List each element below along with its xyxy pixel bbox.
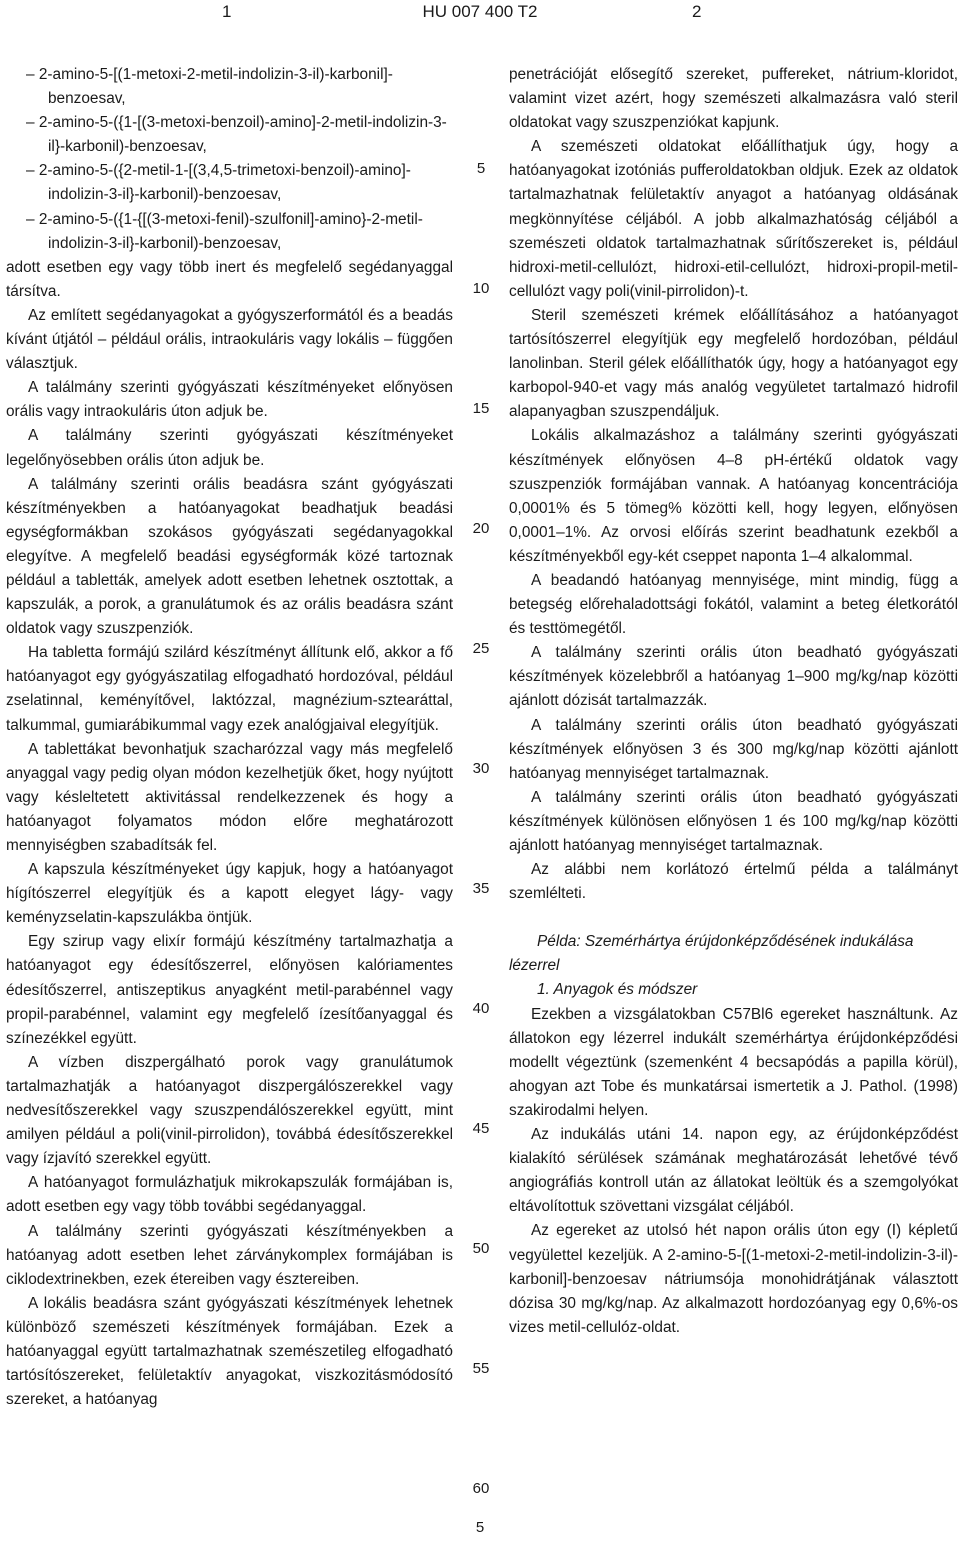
line-number: 50 (472, 1240, 490, 1257)
paragraph: A tablettákat bevonhatjuk szacharózzal vagy más megfelelő anyaggal vagy pedig olyan módon kezelhetjük őket, hogy nyújtott vagy késleltetett aktivitással rendelkezzenek és hogy a hatóanyagot folyamatos módon előre meghatározott mennyiségben szabadítsák fel. (6, 740, 453, 854)
paragraph: A találmány szerinti gyógyászati készítményeket legelőnyösebben orális úton adjuk be. (6, 427, 453, 469)
paragraph: A találmány szerinti orális úton beadható gyógyászati készítmények különösen előnyösen 1 és 100 mg/kg/nap közötti ajánlott hatóanyag mennyiséget tartalmaznak. (509, 788, 958, 854)
right-page-number: 2 (692, 2, 702, 21)
compound-item: – 2-amino-5-({1-[(3-metoxi-benzoil)-amino]-2-metil-indolizin-3-il}-karbonil)-benzoesav, (26, 114, 447, 156)
paragraph: A vízben diszpergálható porok vagy granulátumok tartalmazhatják a hatóanyagot diszpergálószerekkel vagy nedvesítőszerekkel vagy szuszpendálószerekkel együtt, mint amilyen például a poli(vinil-pirrolidon), továbbá édesítőszerekkel vagy ízjavító szerekkel együtt. (6, 1053, 453, 1168)
paragraph: Ezekben a vizsgálatokban C57Bl6 egereket használtunk. Az állatokon egy lézerrel indukált szemérhártya érújdonképződési modellt végeztünk (szemenként 4 becsapódás a papilla körül), ahogyan azt Tobe és munkatársai ismertetik a J. Pathol. (1998) szakirodalmi helyen. (509, 1005, 958, 1119)
paragraph: A beadandó hatóanyag mennyisége, mint mindig, függ a betegség előrehaladottsági fokától, valamint a beteg életkorától és testtömegétől. (509, 571, 958, 638)
line-number: 40 (472, 1000, 490, 1017)
section-heading: 1. Anyagok és módszer (537, 981, 698, 999)
line-number: 15 (472, 400, 490, 417)
line-number: 25 (472, 640, 490, 657)
example-heading: Példa: Szemérhártya érújdonképződésének indukálása lézerrel (509, 933, 914, 975)
line-number: 5 (476, 160, 486, 177)
left-page-number: 1 (222, 2, 232, 21)
paragraph: A lokális beadásra szánt gyógyászati készítmények lehetnek különböző szemészeti készítmények formájában. Ezek a hatóanyaggal együtt tartalmazhatnak szemészetileg elfogadható tartósítószereket, felületaktív anyagokat, viszkozitásmódosító szereket, a hatóanyag (6, 1294, 453, 1409)
paragraph: Az alábbi nem korlátozó értelmű példa a találmányt szemlélteti. (509, 861, 958, 903)
paragraph: Az egereket az utolsó hét napon orális úton egy (I) képletű vegyülettel kezeljük. A 2-amino-5-[(1-metoxi-2-metil-indolizin-3-il)-karbonil]-benzoesav nátriumsója monohidrátjának választott dózisa 30 mg/kg/nap. Az alkalmazott hordozóanyag egy 0,6%-os vizes metil-cellulóz-oldat. (509, 1222, 958, 1336)
paragraph: A szemészeti oldatokat előállíthatjuk úgy, hogy a hatóanyagokat izotóniás pufferoldatokban oldjuk. Ezek az oldatok tartalmazhatnak felületaktív anyagot a hatóanyag oldásának megkönnyítése céljából. A jobb alkalmazhatóság céljából a szemészeti oldatok tartalmazhatnak sűrítőszereket is, például hidroxi-metil-cellulózt, hidroxi-etil-cellulózt, hidroxi-propil-metil-cellulózt vagy poli(vinil-pirrolidon)-t. (509, 138, 958, 300)
line-number: 20 (472, 520, 490, 537)
paragraph: Lokális alkalmazáshoz a találmány szerinti gyógyászati készítmények előnyösen 4–8 pH-értékű oldatok vagy szuszpenziók formájában vannak. A hatóanyag koncentrációja 0,0001% és 5 tömeg% közötti kell, hogy legyen, előnyösen 0,0001–1%. Az orvosi előírás szerint beadhatunk ezekből a készítményekből egy-két cseppet naponta 1–4 alkalommal. (509, 427, 958, 565)
paragraph: Steril szemészeti krémek előállításához a hatóanyagot tartósítószerrel elegyítjük egy megfelelő hordozóban, például lanolinban. Steril gélek előállíthatók úgy, hogy a hatóanyagot egy karbopol-940-et vagy más analóg vegyületet tartalmazó hidrofil alapanyagban szuszpendáljuk. (509, 306, 958, 421)
line-number: 10 (472, 280, 490, 297)
line-number: 35 (472, 880, 490, 897)
line-number: 55 (472, 1360, 490, 1377)
line-number: 45 (472, 1120, 490, 1137)
line-number: 30 (472, 760, 490, 777)
paragraph: Ha tabletta formájú szilárd készítményt állítunk elő, akkor a fő hatóanyagot egy gyógyászatilag elfogadható hordozóval, például zselatinnal, keményítővel, laktózzal, magnézium-sztearáttal, talkummal, gumiarábikummal vagy ezek analógjaival elegyítjük. (6, 644, 453, 734)
paragraph: A hatóanyagot formulázhatjuk mikrokapszulák formájában is, adott esetben egy vagy több további segédanyaggal. (6, 1174, 453, 1216)
footer-page-number: 5 (475, 1519, 485, 1536)
left-column (6, 63, 453, 1412)
paragraph: Az említett segédanyagokat a gyógyszerformától és a beadás kívánt útjától – például orális, intraokuláris vagy lokális – függően választjuk. (6, 306, 453, 373)
compound-item: – 2-amino-5-({2-metil-1-[(3,4,5-trimetoxi-benzoil)-amino]-indolizin-3-il}-karbonil)-benzoesav, (26, 162, 411, 204)
paragraph: A találmány szerinti orális beadásra szánt gyógyászati készítményekben a hatóanyagokat beadhatjuk beadási egységformákban szokásos gyógyászati segédanyagokkal elegyítve. A megfelelő beadási egységformák közé tartoznak például a tabletták, amelyek adott esetben lehetnek osztottak, a kapszulák, a porok, a granulátumok és az orális beadásra szánt oldatok vagy szuszpenziók. (6, 475, 453, 638)
paragraph: A találmány szerinti orális úton beadható gyógyászati készítmények közelebbről a hatóanyag 1–900 mg/kg/nap közötti ajánlott dózisát tartalmazzák. (509, 644, 958, 710)
paragraph: Az indukálás utáni 14. napon egy, az érújdonképződést kialakító sérülések számának meghatározását lehetővé tévő angiográfiás kontroll után az állatokat leöltük és a szemgolyókat eltávolítottuk szövettani vizsgálat céljából. (509, 1126, 958, 1216)
paragraph: penetrációját elősegítő szereket, puffereket, nátrium-kloridot, valamint vizet azért, hogy szemészeti alkalmazásra való steril oldatokat vagy szuszpenziókat kapjunk. (509, 66, 958, 132)
paragraph: A kapszula készítményeket úgy kapjuk, hogy a hatóanyagot hígítószerrel elegyítjük és a kapott elegyet lágy- vagy keményzselatin-kapszulákba öntjük. (6, 861, 453, 927)
paragraph: A találmány szerinti orális úton beadható gyógyászati készítmények előnyösen 3 és 300 mg/kg/nap közötti ajánlott hatóanyag mennyiséget tartalmaznak. (509, 716, 958, 782)
paragraph: adott esetben egy vagy több inert és megfelelő segédanyaggal társítva. (6, 258, 453, 300)
paragraph: Egy szirup vagy elixír formájú készítmény tartalmazhatja a hatóanyagot egy édesítőszerrel, előnyösen kalóriamentes édesítőszerrel, antiszeptikus anyagként metil-parabénnel vagy propil-parabénnel, valamint egy megfelelő ízesítőanyaggal és színezékkel együtt. (6, 933, 453, 1047)
paragraph: A találmány szerinti gyógyászati készítményeket előnyösen orális vagy intraokuláris úton adjuk be. (6, 379, 453, 421)
compound-item: – 2-amino-5-[(1-metoxi-2-metil-indolizin-3-il)-karbonil]-benzoesav, (26, 66, 393, 108)
paragraph: A találmány szerinti gyógyászati készítményekben a hatóanyag adott esetben lehet zárványkomplex formájában is ciklodextrinekben, ezek étereiben vagy észtereiben. (6, 1222, 453, 1288)
patent-number: HU 007 400 T2 (422, 2, 538, 21)
right-column (509, 63, 958, 1340)
line-number: 60 (472, 1480, 490, 1497)
compound-item: – 2-amino-5-({1-{[(3-metoxi-fenil)-szulfonil]-amino}-2-metil-indolizin-3-il}-karbonil)-benzoesav, (26, 210, 423, 252)
